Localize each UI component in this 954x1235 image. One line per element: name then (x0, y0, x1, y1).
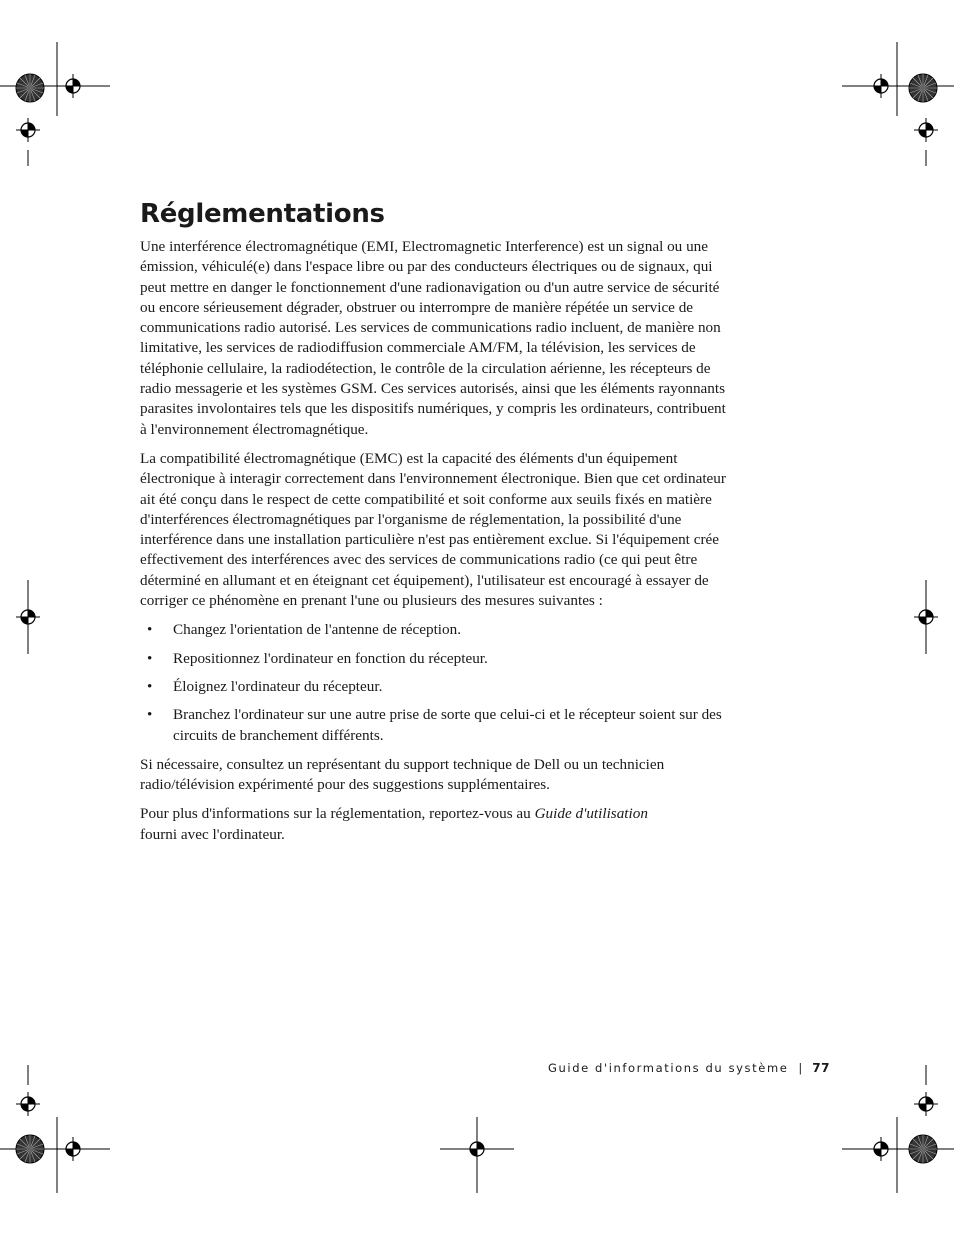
paragraph-more-info (140, 804, 730, 845)
list-item (140, 705, 730, 746)
list-item-text: Branchez l'ordinateur sur une autre prise de sorte que celui-ci et le récepteur soient sur des circuits de branchement différents. (173, 706, 722, 744)
list-item (140, 649, 730, 669)
more-info-text-end: fourni avec l'ordinateur. (140, 825, 285, 843)
bullet-icon: • (147, 706, 153, 724)
guide-reference: Guide d'utilisation (534, 805, 648, 823)
paragraph-emi: Une interférence électromagnétique (EMI, Electromagnetic Interference) est un signal ou une émission, véhiculé(e) dans l'espace libre ou par des conducteurs électriques ou de signaux, qui peut mettre en danger le fonctionnement d'une radionavigation ou d'un autre service de sécurité ou encore sérieusement dégrader, obstruer ou interrompre de manière répétée un service de communications radio autorisé. Les services de communications radio incluent, de manière non limitative, les services de radiodiffusion commerciale AM/FM, la télévision, les services de téléphonie cellulaire, la radiodétection, le contrôle de la circulation aérienne, les récepteurs de radio messagerie et les systèmes GSM. Ces services autorisés, ainsi que les éléments rayonnants parasites involontaires tels que les dispositifs numériques, y compris les ordinateurs, contribuent à l'environnement électromagnétique. (140, 238, 726, 438)
page-title: Réglementations (140, 199, 385, 229)
footer-separator: | (798, 1061, 803, 1075)
list-item (140, 620, 730, 640)
more-info-text: Pour plus d'informations sur la réglementation, reportez-vous au (140, 805, 535, 823)
bullet-icon: • (147, 677, 153, 695)
bullet-icon: • (147, 649, 153, 667)
list-item (140, 677, 730, 697)
paragraph-consult: Si nécessaire, consultez un représentant du support technique de Dell ou un technicien radio/télévision expérimenté pour des suggestions supplémentaires. (140, 755, 665, 794)
list-item-text: Repositionnez l'ordinateur en fonction du récepteur. (173, 649, 488, 667)
footer-title: Guide d'informations du système (548, 1061, 789, 1075)
page-content (140, 196, 730, 854)
paragraph-emc: La compatibilité électromagnétique (EMC) est la capacité des éléments d'un équipement électronique à interagir correctement dans l'environnement électronique. Bien que cet ordinateur ait été conçu dans le respect de cette compatibilité et soit conforme aux seuils fixés en matière d'interférences électromagnétiques par l'organisme de réglementation, la possibilité d'une interférence dans une installation particulière n'est pas entièrement exclue. Si l'équipement crée effectivement des interférences avec des services de communications radio (ce qui peut être déterminé en allumant et en éteignant cet équipement), l'utilisateur est encouragé à essayer de corriger ce phénomène en prenant l'une ou plusieurs des mesures suivantes : (140, 449, 726, 610)
page-number: 77 (812, 1061, 830, 1075)
list-item-text: Changez l'orientation de l'antenne de réception. (173, 621, 462, 639)
list-item-text: Éloignez l'ordinateur du récepteur. (173, 677, 383, 695)
measures-list (140, 620, 730, 745)
page-footer (548, 1061, 830, 1075)
bullet-icon: • (147, 621, 153, 639)
